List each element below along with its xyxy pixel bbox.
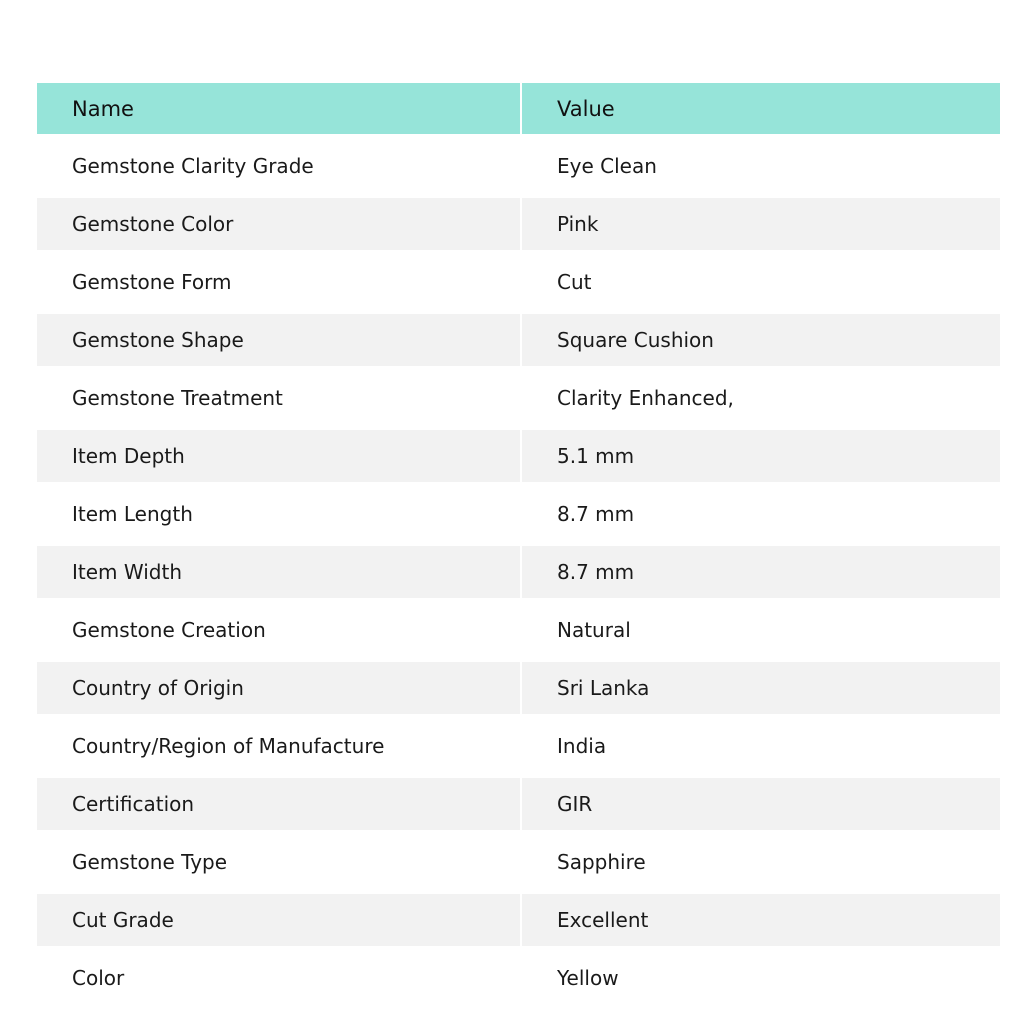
row-value: 5.1 mm — [522, 424, 1000, 482]
row-name: Gemstone Form — [37, 250, 522, 308]
row-value: GIR — [522, 772, 1000, 830]
row-name: Country of Origin — [37, 656, 522, 714]
table-row — [37, 830, 1000, 888]
table-row — [37, 424, 1000, 482]
row-name: Gemstone Clarity Grade — [37, 134, 522, 192]
row-value: 8.7 mm — [522, 540, 1000, 598]
row-value: Cut — [522, 250, 1000, 308]
row-name: Color — [37, 946, 522, 1004]
row-value: Sri Lanka — [522, 656, 1000, 714]
row-value: Square Cushion — [522, 308, 1000, 366]
row-value: India — [522, 714, 1000, 772]
row-name: Gemstone Type — [37, 830, 522, 888]
row-name: Cut Grade — [37, 888, 522, 946]
row-value: Eye Clean — [522, 134, 1000, 192]
row-name: Gemstone Creation — [37, 598, 522, 656]
header-value: Value — [522, 83, 1000, 134]
row-name: Certification — [37, 772, 522, 830]
row-value: Clarity Enhanced, — [522, 366, 1000, 424]
table-row — [37, 192, 1000, 250]
row-value: Sapphire — [522, 830, 1000, 888]
table-row — [37, 946, 1000, 1004]
row-name: Item Width — [37, 540, 522, 598]
row-value: Pink — [522, 192, 1000, 250]
table-row — [37, 540, 1000, 598]
table-body — [37, 134, 1000, 1004]
row-name: Item Depth — [37, 424, 522, 482]
row-name: Gemstone Color — [37, 192, 522, 250]
table-header — [37, 83, 1000, 134]
table-row — [37, 482, 1000, 540]
row-value: Yellow — [522, 946, 1000, 1004]
table-row — [37, 134, 1000, 192]
table-row — [37, 598, 1000, 656]
table-row — [37, 656, 1000, 714]
table-row — [37, 308, 1000, 366]
table-row — [37, 772, 1000, 830]
row-value: Natural — [522, 598, 1000, 656]
header-row — [37, 83, 1000, 134]
row-value: Excellent — [522, 888, 1000, 946]
table-row — [37, 250, 1000, 308]
row-name: Country/Region of Manufacture — [37, 714, 522, 772]
row-name: Item Length — [37, 482, 522, 540]
table-row — [37, 714, 1000, 772]
specifications-table — [37, 83, 1000, 1004]
header-name: Name — [37, 83, 522, 134]
row-name: Gemstone Shape — [37, 308, 522, 366]
row-name: Gemstone Treatment — [37, 366, 522, 424]
table-row — [37, 888, 1000, 946]
row-value: 8.7 mm — [522, 482, 1000, 540]
table-row — [37, 366, 1000, 424]
